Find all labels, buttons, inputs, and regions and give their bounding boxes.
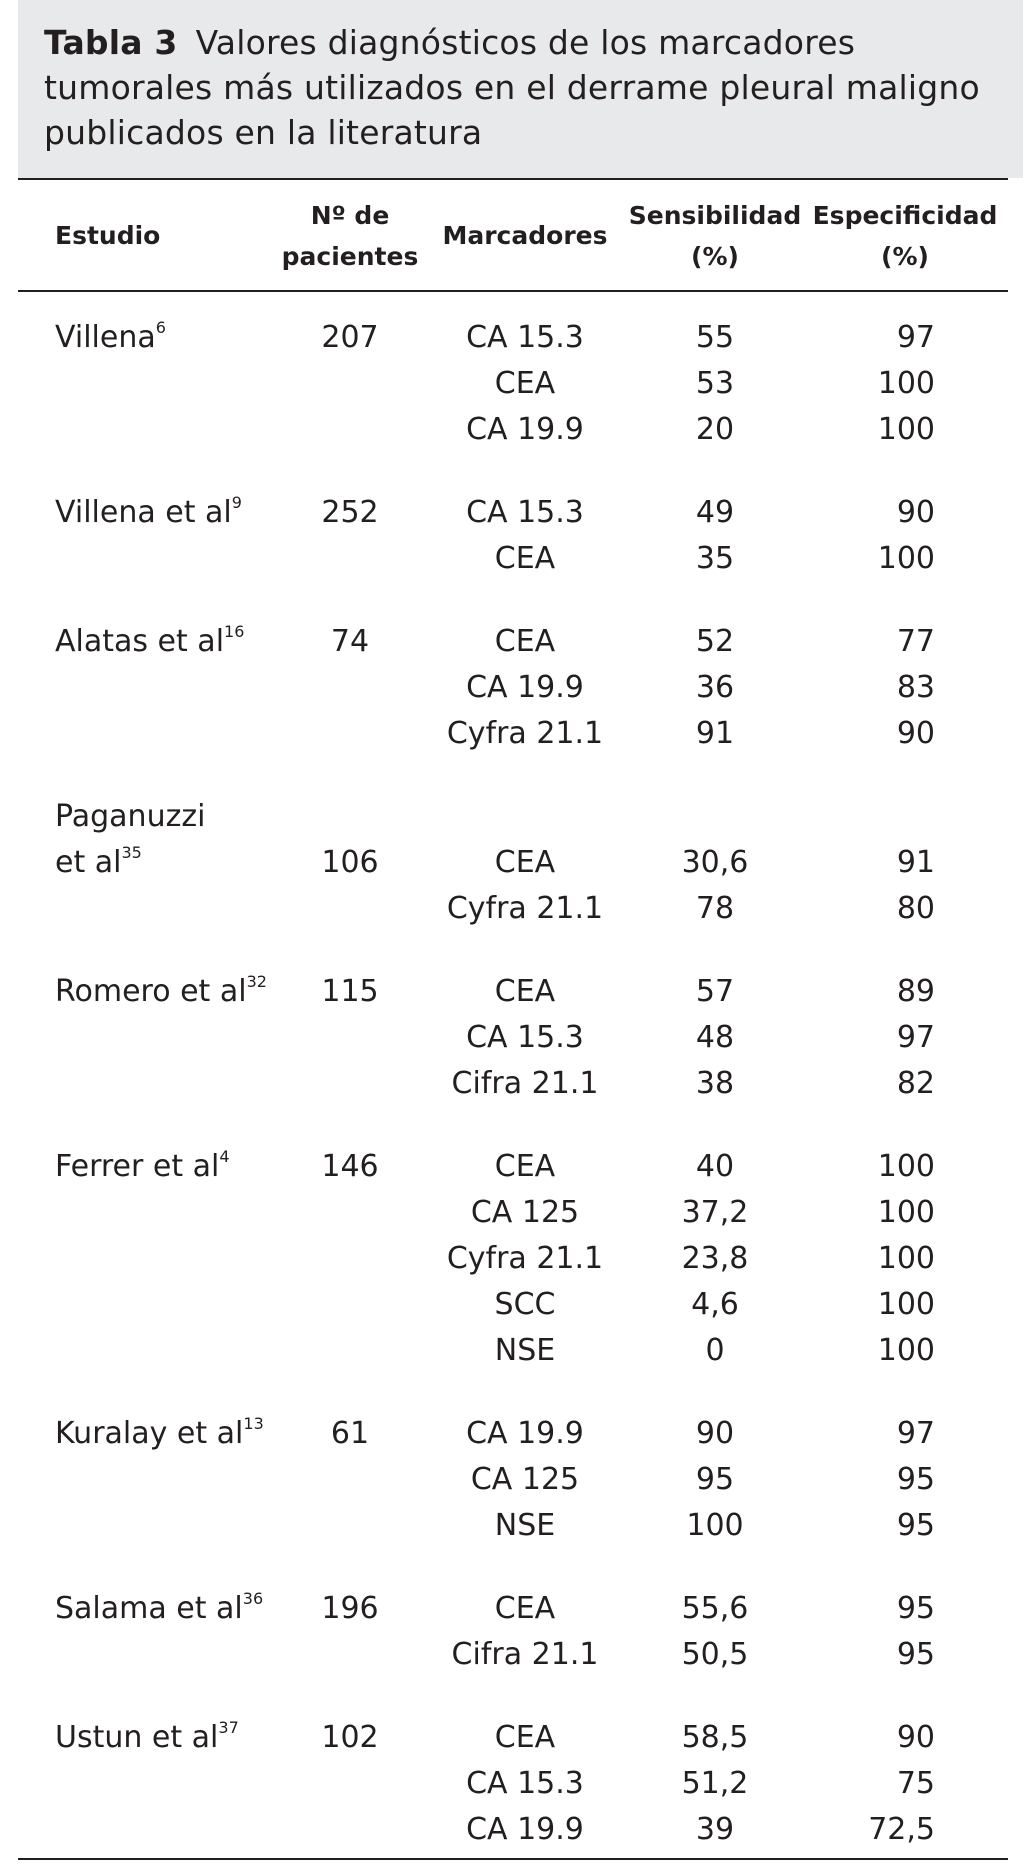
study-name: [55, 493, 242, 533]
reference-superscript: 13: [243, 1414, 264, 1433]
marker-name: Cyfra 21.1: [446, 716, 604, 751]
marker-name: NSE: [494, 1508, 556, 1543]
specificity-value: 75: [896, 1766, 935, 1801]
header-sensitivity-line2: (%): [691, 242, 739, 271]
study-name: [55, 1147, 230, 1187]
study-name-text: Ustun et al: [55, 1720, 219, 1755]
header-specificity-line2: (%): [881, 242, 929, 271]
study-name: [55, 1718, 239, 1758]
marker-name: CA 15.3: [466, 495, 584, 530]
marker-name: CEA: [494, 974, 556, 1009]
sensitivity-value: 57: [695, 974, 735, 1009]
bottom-rule: [18, 1858, 1008, 1860]
sensitivity-value: 78: [695, 891, 735, 926]
marker-name: CEA: [494, 1720, 556, 1755]
sensitivity-value: 55: [695, 320, 735, 355]
sensitivity-value: 39: [695, 1812, 735, 1847]
specificity-value: 95: [896, 1462, 935, 1497]
marker-name: CA 19.9: [466, 1416, 584, 1451]
specificity-value: 100: [877, 366, 935, 401]
marker-name: CEA: [494, 624, 556, 659]
marker-name: CA 15.3: [466, 1766, 584, 1801]
table-caption: [44, 20, 1004, 155]
specificity-value: 90: [896, 716, 935, 751]
specificity-value: 97: [896, 320, 935, 355]
marker-name: CEA: [494, 845, 556, 880]
marker-name: CA 19.9: [466, 412, 584, 447]
specificity-value: 100: [877, 541, 935, 576]
marker-name: SCC: [494, 1287, 556, 1322]
sensitivity-value: 0: [705, 1333, 725, 1368]
marker-name: CA 125: [470, 1462, 580, 1497]
sensitivity-value: 48: [695, 1020, 735, 1055]
marker-name: Cifra 21.1: [451, 1066, 599, 1101]
sensitivity-value: 50,5: [681, 1637, 749, 1672]
sensitivity-value: 36: [695, 670, 735, 705]
specificity-value: 100: [877, 1287, 935, 1322]
specificity-value: 97: [896, 1020, 935, 1055]
header-study: Estudio: [55, 221, 161, 250]
specificity-value: 100: [877, 412, 935, 447]
specificity-value: 100: [877, 1149, 935, 1184]
study-name-text: Romero et al: [55, 974, 247, 1009]
specificity-value: 77: [896, 624, 935, 659]
marker-name: CA 19.9: [466, 670, 584, 705]
sensitivity-value: 58,5: [681, 1720, 749, 1755]
specificity-value: 100: [877, 1333, 935, 1368]
study-name-text: et al: [55, 845, 122, 880]
sensitivity-value: 23,8: [681, 1241, 749, 1276]
specificity-value: 95: [896, 1508, 935, 1543]
header-sensitivity-line1: Sensibilidad: [628, 201, 802, 230]
study-name-text: Salama et al: [55, 1591, 243, 1626]
study-name: [55, 1414, 264, 1454]
specificity-value: 91: [896, 845, 935, 880]
sensitivity-value: 4,6: [691, 1287, 739, 1322]
study-name-line1: Paganuzzi: [55, 799, 206, 834]
marker-name: CA 125: [470, 1195, 580, 1230]
marker-name: CEA: [494, 1591, 556, 1626]
specificity-value: 90: [896, 495, 935, 530]
specificity-value: 100: [877, 1241, 935, 1276]
sensitivity-value: 55,6: [681, 1591, 749, 1626]
study-name-text: Alatas et al: [55, 624, 225, 659]
header-rule: [18, 290, 1008, 292]
study-name-text: Kuralay et al: [55, 1416, 244, 1451]
marker-name: Cyfra 21.1: [446, 891, 604, 926]
reference-superscript: 16: [224, 622, 245, 641]
study-name: [55, 318, 166, 358]
sensitivity-value: 30,6: [681, 845, 749, 880]
patient-count: 74: [330, 624, 370, 659]
specificity-value: 80: [896, 891, 935, 926]
specificity-value: 72,5: [868, 1812, 935, 1847]
specificity-value: 100: [877, 1195, 935, 1230]
specificity-value: 82: [896, 1066, 935, 1101]
specificity-value: 95: [896, 1637, 935, 1672]
marker-name: CA 19.9: [466, 1812, 584, 1847]
patient-count: 106: [321, 845, 379, 880]
header-markers: Marcadores: [442, 221, 608, 250]
sensitivity-value: 52: [695, 624, 735, 659]
header-patients-line1: Nº de: [310, 201, 390, 230]
header-specificity-line1: Especificidad: [812, 201, 998, 230]
marker-name: CEA: [494, 366, 556, 401]
specificity-value: 97: [896, 1416, 935, 1451]
specificity-value: 95: [896, 1591, 935, 1626]
sensitivity-value: 49: [695, 495, 735, 530]
sensitivity-value: 100: [686, 1508, 744, 1543]
caption-title: Valores diagnósticos de los marcadores tumorales más utilizados en el derrame pleural maligno publicados en la literatura: [44, 23, 980, 152]
marker-name: CEA: [494, 1149, 556, 1184]
patient-count: 252: [321, 495, 379, 530]
specificity-value: 90: [896, 1720, 935, 1755]
study-name-text: Villena et al: [55, 495, 232, 530]
study-name-text: Villena: [55, 320, 156, 355]
study-name: [55, 622, 244, 662]
sensitivity-value: 90: [695, 1416, 735, 1451]
caption-label: Tabla 3: [44, 23, 178, 62]
study-name: [55, 972, 267, 1012]
reference-superscript: 9: [231, 493, 242, 512]
reference-superscript: 36: [242, 1589, 264, 1608]
reference-superscript: 37: [218, 1718, 239, 1737]
reference-superscript: 32: [246, 972, 267, 991]
marker-name: NSE: [494, 1333, 556, 1368]
top-rule: [18, 178, 1008, 180]
sensitivity-value: 37,2: [681, 1195, 749, 1230]
sensitivity-value: 20: [695, 412, 735, 447]
patient-count: 146: [321, 1149, 379, 1184]
study-name: [55, 1589, 263, 1629]
specificity-value: 83: [896, 670, 935, 705]
header-patients-line2: pacientes: [281, 242, 419, 271]
marker-name: CEA: [494, 541, 556, 576]
reference-superscript: 4: [219, 1147, 230, 1166]
reference-superscript: 6: [155, 318, 166, 337]
patient-count: 61: [330, 1416, 370, 1451]
sensitivity-value: 40: [695, 1149, 735, 1184]
marker-name: Cyfra 21.1: [446, 1241, 604, 1276]
marker-name: Cifra 21.1: [451, 1637, 599, 1672]
patient-count: 102: [321, 1720, 379, 1755]
marker-name: CA 15.3: [466, 1020, 584, 1055]
study-name-text: Ferrer et al: [55, 1149, 220, 1184]
sensitivity-value: 53: [695, 366, 735, 401]
reference-superscript: 35: [121, 843, 142, 862]
sensitivity-value: 51,2: [681, 1766, 749, 1801]
patient-count: 207: [321, 320, 379, 355]
patient-count: 115: [321, 974, 379, 1009]
marker-name: CA 15.3: [466, 320, 584, 355]
patient-count: 196: [321, 1591, 379, 1626]
study-name: [55, 843, 142, 883]
sensitivity-value: 35: [695, 541, 735, 576]
sensitivity-value: 95: [695, 1462, 735, 1497]
sensitivity-value: 91: [695, 716, 735, 751]
sensitivity-value: 38: [695, 1066, 735, 1101]
specificity-value: 89: [896, 974, 935, 1009]
